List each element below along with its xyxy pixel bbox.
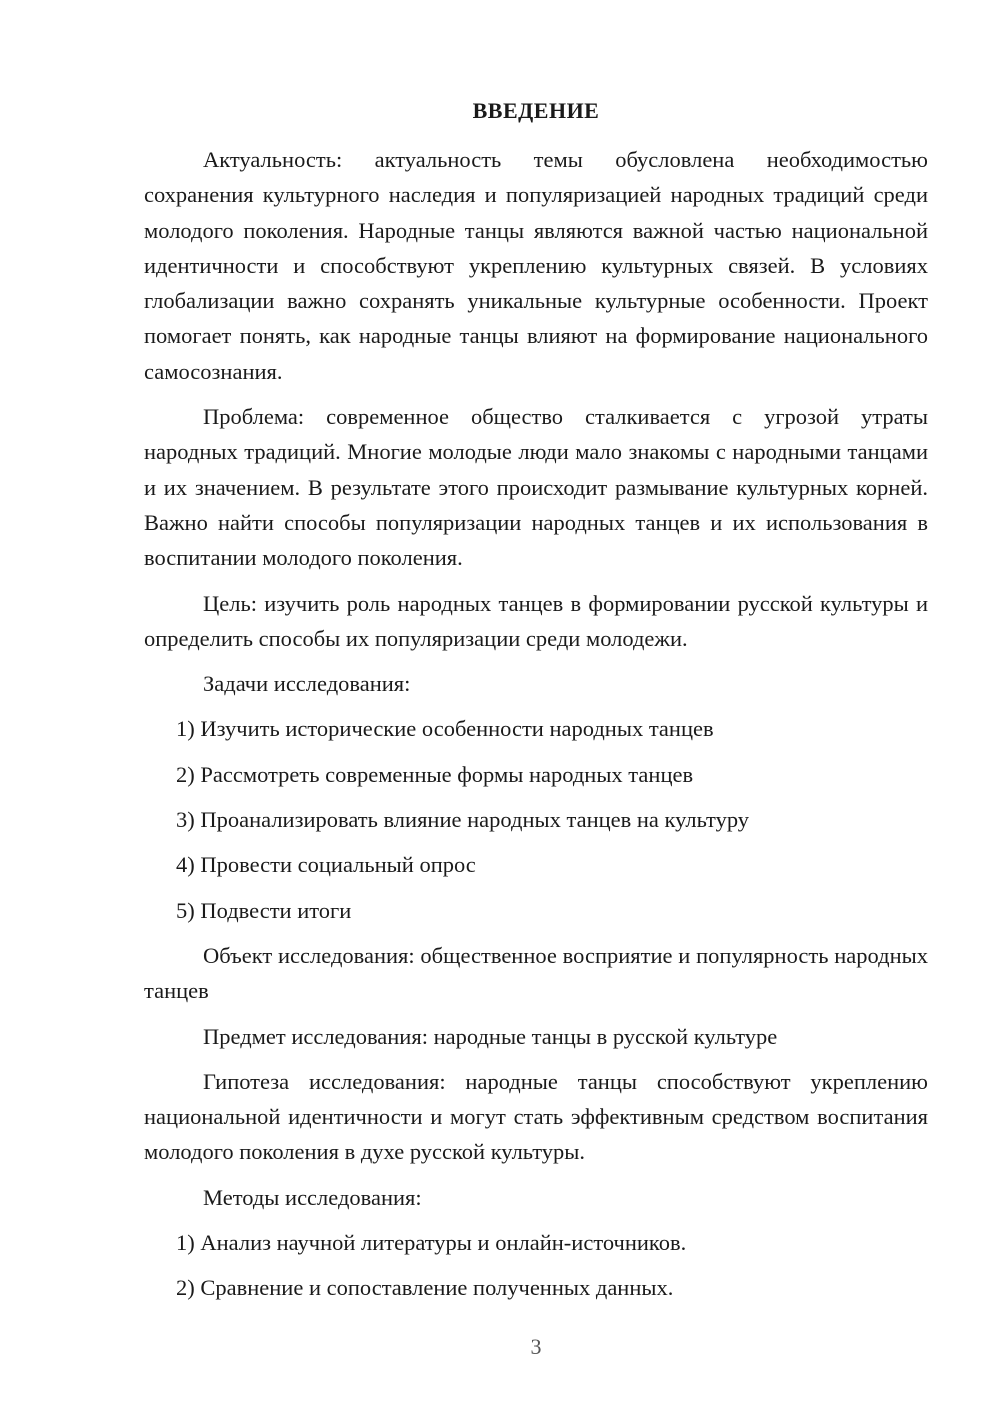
- method-item: 2) Сравнение и сопоставление полученных данных.: [176, 1275, 674, 1301]
- goal-paragraph: Цель: изучить роль народных танцев в формировании русской культуры и определить способы их популяризации среди молодежи.: [144, 590, 928, 651]
- object-paragraph: Объект исследования: общественное восприятие и популярность народных танцев: [144, 942, 928, 1004]
- page-title: ВВЕДЕНИЕ: [472, 98, 600, 123]
- problem-paragraph: Проблема: современное общество сталкивается с угрозой утраты народных традиций. Многие молодые люди мало знакомы с народными танцами и их значением. В результате этого происходит размывание культурных корней. Важно найти способы популяризации народных танцев и их использования в воспитании молодого поколения.: [144, 404, 928, 571]
- task-item: 1) Изучить исторические особенности народных танцев: [176, 716, 714, 742]
- task-item: 5) Подвести итоги: [176, 897, 352, 923]
- task-item: 3) Проанализировать влияние народных танцев на культуру: [176, 807, 750, 833]
- page-number: 3: [530, 1334, 542, 1359]
- task-item: 2) Рассмотреть современные формы народных танцев: [176, 761, 694, 787]
- document-body: [144, 142, 928, 1316]
- task-item: 4) Провести социальный опрос: [176, 852, 476, 878]
- relevance-paragraph: Актуальность: актуальность темы обусловлена необходимостью сохранения культурного наследия и популяризацией народных традиций среди молодого поколения. Народные танцы являются важной частью национальной идентичности и способствуют укреплению культурных связей. В условиях глобализации важно сохранять уникальные культурные особенности. Проект помогает понять, как народные танцы влияют на формирование национального самосознания.: [144, 147, 928, 384]
- tasks-heading: Задачи исследования:: [203, 671, 411, 697]
- methods-heading: Методы исследования:: [203, 1184, 422, 1210]
- hypothesis-paragraph: Гипотеза исследования: народные танцы способствуют укреплению национальной идентичности и могут стать эффективным средством воспитания молодого поколения в духе русской культуры.: [144, 1068, 928, 1165]
- method-item: 1) Анализ научной литературы и онлайн-источников.: [176, 1230, 687, 1256]
- subject-paragraph: Предмет исследования: народные танцы в русской культуре: [203, 1023, 778, 1049]
